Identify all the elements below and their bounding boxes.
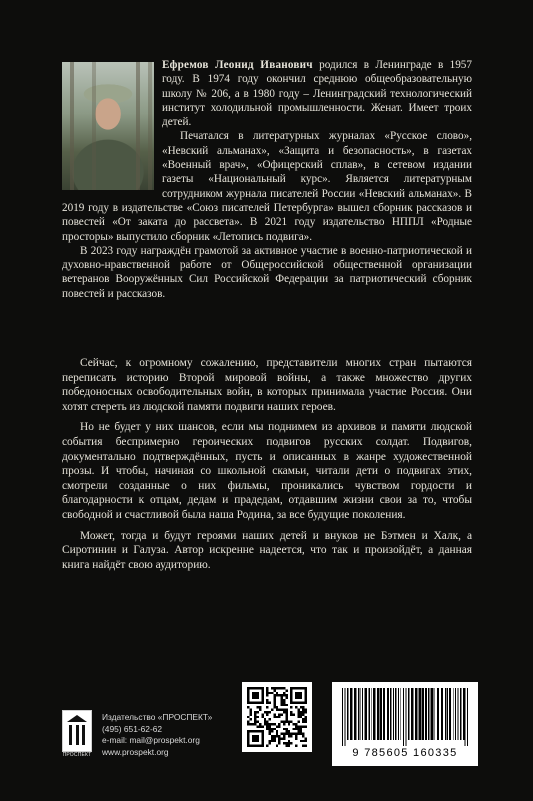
isbn-number: 9 785605 160335 [352,747,458,759]
prospekt-logo-icon [62,710,92,752]
annotation-paragraph-3: Может, тогда и будут героями наших детей и внуков не Бэтмен и Халк, а Сиротинин и Галуза. Автор искренне надеется, что так и произойдёт, а данная книга найдёт свою аудиторию. [62,529,472,571]
bio-paragraph-3: В 2023 году награждён грамотой за активное участие в военно-патриотической и духовно-нравственной работе от Общероссийской общественной организации ветеранов Вооружённых Сил Российской Федерации за патриотический сборник повестей и рассказов. [62,244,472,300]
annotation-paragraph-1: Сейчас, к огромному сожалению, представители многих стран пытаются переписать историю Второй мировой войны, а также множество других победоносных освободительных войн, в которых принимала участие Россия. Они хотят стереть из людской памяти подвиги наших героев. [62,357,472,413]
publisher-name: Издательство «ПРОСПЕКТ» [102,712,213,722]
publisher-footer [62,688,478,768]
publisher-website: www.prospekt.org [102,746,169,757]
barcode-icon [332,682,478,766]
annotation-paragraph-2: Но не будет у них шансов, если мы поднимем из архивов и памяти людской события беспримерно героических подвигов русских солдат. Подвигов, документально подтверждённых, пусть и описанных в жанре художественной прозы. И чтобы, начиная со школьной скамьи, читали дети о подвигах этих, смотрели созданные о них фильмы, проникались чувством гордости и благодарности к отцам, дедам и прадедам, отдавшим жизни свои за то, чтобы свободной и счастливой была наша Родина, за все будущие поколения. [62,421,472,521]
bio-paragraph-2: Печатался в литературных журналах «Русское слово», «Невский альманах», «Защита и безопасность», в газетах «Военный врач», «Офицерский сплав», в сетевом издании газеты «Национальный курс». Является литературным сотрудником журнала писателей России «Невский альманах». В 2019 году в издательстве «Союз писателей Петербурга» вышел сборник рассказов и повестей «От заката до рассвета». В 2021 году издательство НППЛ «Родные просторы» выпустило сборник «Летопись подвига». [62,130,472,243]
publisher-email: e-mail: mail@prospekt.org [102,735,200,746]
annotation [62,356,472,578]
publisher-phone: (495) 651-62-62 [102,723,163,734]
publisher-info [102,712,212,758]
author-bio [62,58,472,301]
bio-intro: родился в Ленинграде в 1957 году. В 1974 году окончил среднюю общеобразовательную школу № 206, а в 1980 году – Ленинградский технологический институт холодильной промышленности. Женат. Имеет троих детей. [162,59,472,129]
qr-code-icon [242,682,312,752]
author-name: Ефремов Леонид Иванович [162,59,313,71]
logo-text: ПРОСПЕКТ [62,752,92,758]
